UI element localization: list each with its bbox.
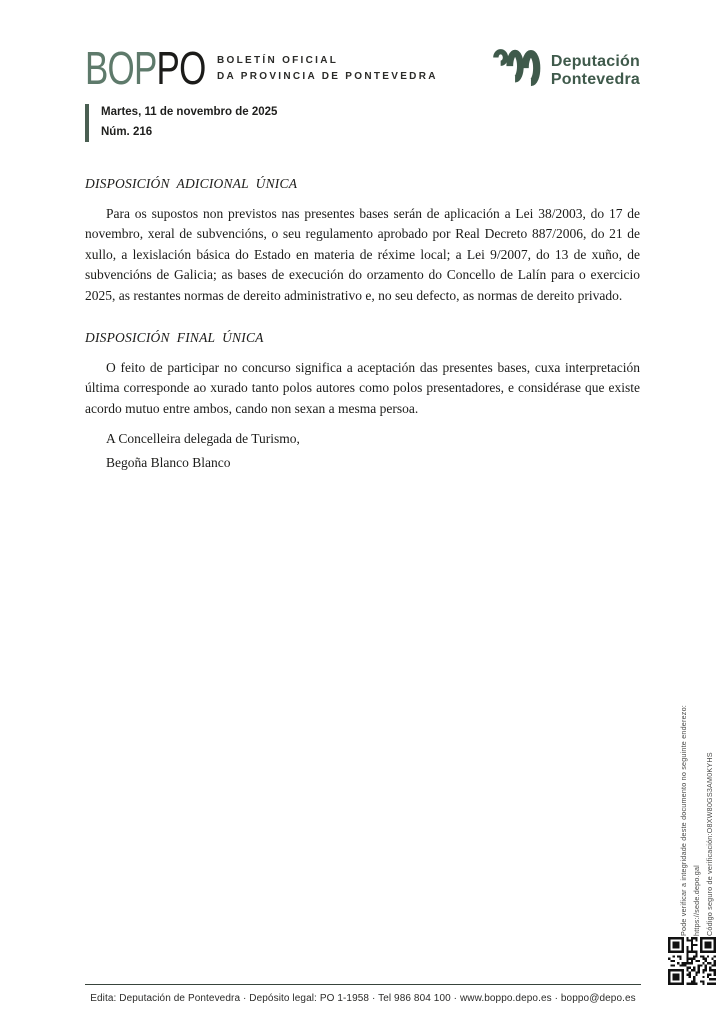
section-final — [85, 328, 640, 419]
boppo-wordmark — [85, 42, 206, 94]
subtitle-line2: DA PROVINCIA DE PONTEVEDRA — [217, 71, 438, 82]
verification-code: Código seguro de verificación:O8XW80GS3AM0KYHS — [705, 752, 714, 936]
logo-text-line1: Deputación — [550, 53, 640, 70]
footer-divider — [85, 984, 641, 985]
wordmark-bop: BOP — [85, 42, 157, 94]
deputacion-logo-text — [551, 53, 640, 89]
section-adicional — [85, 174, 640, 306]
verification-strip — [677, 688, 716, 936]
subtitle-line1: BOLETÍN OFICIAL — [217, 55, 339, 66]
signature-name: Begoña Blanco Blanco — [106, 454, 231, 470]
verification-url: https://sede.depo.gal — [692, 865, 701, 936]
section-paragraph: O feito de participar no concurso significa a aceptación das presentes bases, cuxa interpretación última corresponde ao xurado tanto polos autores como polos presentadores, e considérase que existe acordo mutuo entre ambos, cando non sexan a mesma persoa. — [85, 359, 640, 416]
document-content — [85, 174, 640, 473]
issue-info — [85, 104, 724, 142]
logo-text-line2: Pontevedra — [550, 71, 640, 88]
bulletin-subtitle — [217, 53, 438, 85]
issue-number: Núm. 216 — [101, 126, 153, 138]
masthead — [0, 0, 724, 92]
section-heading: DISPOSICIÓN ADICIONAL ÚNICA — [85, 176, 298, 191]
section-heading: DISPOSICIÓN FINAL ÚNICA — [85, 330, 264, 345]
verification-line1: Pode verificar a integridade deste documento no seguinte enderezo: — [679, 705, 688, 936]
deputacion-logo-icon — [492, 48, 542, 92]
boppo-brand — [85, 42, 438, 94]
section-paragraph: Para os supostos non previstos nas presentes bases serán de aplicación a Lei 38/2003, do 17 de novembro, xeral de subvencións, o seu regulamento aprobado por Real Decreto 887/2006, do 21 de xullo, a lexislación básica do Estado en materia de réxime local; a Lei 9/2007, do 13 de xuño, de subvencións de Galicia; as bases de execución do orzamento do Concello de Lalín para o exercicio 2025, as restantes normas de dereito administrativo e, no seu defecto, as normas de dereito privado. — [85, 205, 640, 303]
issue-date: Martes, 11 de novembro de 2025 — [101, 106, 278, 118]
deputacion-logo — [492, 48, 640, 92]
signature-role: A Concelleira delegada de Turismo, — [106, 431, 300, 446]
footer-imprint: Edita: Deputación de Pontevedra · Depósito legal: PO 1-1958 · Tel 986 804 100 · www.boppo.depo.es · boppo@depo.es — [90, 993, 636, 1004]
wordmark-po: PO — [156, 42, 206, 94]
qr-code — [668, 937, 716, 985]
